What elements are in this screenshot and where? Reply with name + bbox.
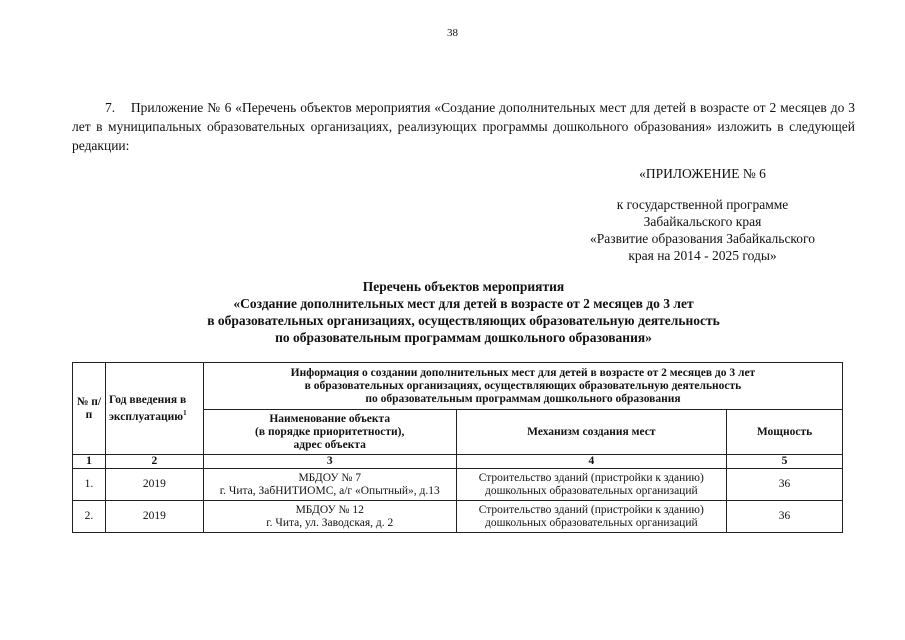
appendix-title: «ПРИЛОЖЕНИЕ № 6 (639, 166, 766, 181)
object-name: МБДОУ № 7 (298, 471, 361, 484)
title-line: Перечень объектов мероприятия (362, 279, 565, 294)
header-year (105, 363, 203, 455)
appendix-line: «Развитие образования Забайкальского (589, 231, 816, 246)
appendix-line: Забайкальского края (643, 214, 762, 229)
title-line: «Создание дополнительных мест для детей в возрасте от 2 месяцев до 3 лет (233, 296, 694, 311)
object-name: МБДОУ № 12 (295, 503, 364, 516)
mechanism-line: Строительство зданий (пристройки к зданию) (478, 471, 704, 484)
header-name (203, 410, 456, 455)
header-info (203, 363, 842, 410)
row-object (203, 501, 456, 533)
row-year: 2019 (105, 469, 203, 501)
object-address: г. Чита, ЗабНИТИОМС, а/г «Опытный», д.13 (219, 484, 440, 497)
row-number: 2. (73, 501, 106, 533)
row-mechanism (456, 469, 727, 501)
page-number: 38 (447, 27, 458, 39)
column-number: 3 (203, 455, 456, 469)
paragraph-text: Приложение № 6 «Перечень объектов мероприятия «Создание дополнительных мест для детей в возрасте от 2 месяцев до 3 лет в муниципальных образовательных организациях, реализующих программы дошкольного образования» изложить в следующей редакции: (72, 100, 856, 153)
row-capacity: 36 (727, 501, 843, 533)
row-mechanism (456, 501, 727, 533)
paragraph-number: 7. (105, 100, 116, 115)
title-line: по образовательным программам дошкольного образования» (275, 330, 652, 345)
row-capacity: 36 (727, 469, 843, 501)
row-number: 1. (73, 469, 106, 501)
intro-paragraph (72, 98, 855, 155)
header-year-label: Год введения в эксплуатацию (108, 393, 187, 423)
header-name-line: Наименование объекта (269, 412, 391, 425)
row-year: 2019 (105, 501, 203, 533)
mechanism-line: дошкольных образовательных организаций (484, 484, 698, 497)
header-name-line: адрес объекта (293, 438, 366, 451)
appendix-line: края на 2014 - 2025 годы» (628, 248, 777, 263)
header-mechanism: Механизм создания мест (456, 410, 727, 455)
objects-table (72, 362, 843, 533)
header-name-line: (в порядке приоритетности), (255, 425, 405, 438)
title-line: в образовательных организациях, осуществляющих образовательную деятельность (207, 313, 720, 328)
column-numbers-row (73, 455, 843, 469)
header-info-line: Информация о создании дополнительных мест для детей в возрасте от 2 месяцев до 3 лет (290, 366, 756, 379)
header-number: № п/п (73, 363, 106, 455)
header-info-line: по образовательным программам дошкольного образования (365, 392, 681, 405)
document-title (72, 278, 855, 346)
footnote-mark: 1 (183, 408, 187, 417)
table-row (73, 501, 843, 533)
column-number: 5 (727, 455, 843, 469)
column-number: 1 (73, 455, 106, 469)
appendix-header (560, 166, 845, 264)
table-row (73, 469, 843, 501)
object-address: г. Чита, ул. Заводская, д. 2 (266, 516, 394, 529)
column-number: 4 (456, 455, 727, 469)
header-info-line: в образовательных организациях, осуществляющих образовательную деятельность (304, 379, 742, 392)
row-object (203, 469, 456, 501)
header-capacity: Мощность (727, 410, 843, 455)
column-number: 2 (105, 455, 203, 469)
mechanism-line: дошкольных образовательных организаций (484, 516, 698, 529)
mechanism-line: Строительство зданий (пристройки к зданию) (478, 503, 704, 516)
appendix-line: к государственной программе (616, 197, 789, 212)
